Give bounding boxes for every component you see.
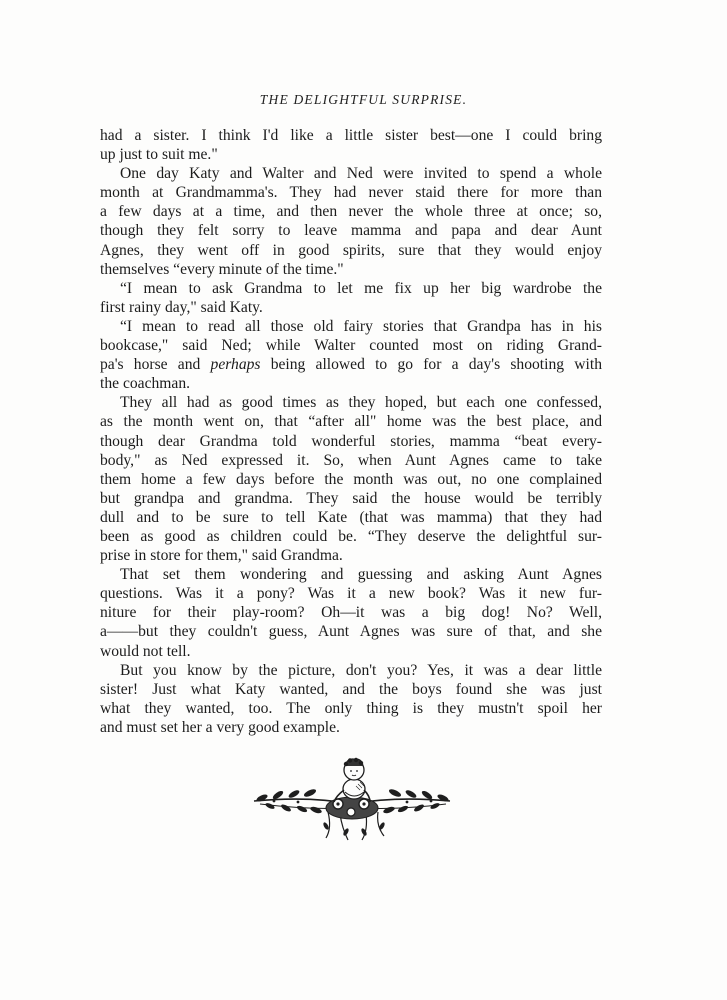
text-line: first rainy day," said Katy. [100, 298, 263, 316]
text-line: One day Katy and Walter and Ned were invited to spend a whole [120, 165, 602, 183]
text-line: though dear Grandma told wonderful stories, mamma “beat every- [100, 432, 602, 450]
text-line: “I mean to read all those old fairy stories that Grandpa has in his [120, 317, 602, 335]
text-fragment: pa's horse and [100, 356, 211, 374]
text-line: and must set her a very good example. [100, 718, 340, 736]
text-line: bookcase," said Ned; while Walter counted most on riding Grand- [100, 337, 602, 355]
cherub-vignette-icon [250, 752, 455, 844]
text-line: the coachman. [100, 375, 191, 393]
text-line: them home a few days before the month was out, no one complained [100, 470, 602, 488]
text-line: dull and to be sure to tell Kate (that was mamma) that they had [100, 508, 602, 526]
running-head: THE DELIGHTFUL SURPRISE. [259, 92, 468, 107]
text-line: prise in store for them," said Grandma. [100, 547, 343, 565]
text-line: would not tell. [100, 642, 191, 660]
text-line: though they felt sorry to leave mamma and papa and dear Aunt [100, 222, 602, 240]
text-line: up just to suit me." [100, 146, 218, 164]
text-line: a——but they couldn't guess, Aunt Agnes was sure of that, and she [100, 623, 602, 641]
text-line: body," as Ned expressed it. So, when Aunt Agnes came to take [100, 451, 602, 469]
text-line: Agnes, they went off in good spirits, sure that they would enjoy [100, 241, 602, 259]
text-line: what they wanted, too. The only thing is they mustn't spoil her [100, 699, 602, 717]
text-line: questions. Was it a pony? Was it a new book? Was it new fur- [100, 585, 602, 603]
text-line: sister! Just what Katy wanted, and the boys found she was just [100, 680, 602, 698]
text-line-with-italic [100, 355, 602, 374]
text-line: month at Grandmamma's. They had never staid there for more than [100, 184, 602, 202]
text-line: a few days at a time, and then never the whole three at once; so, [100, 203, 602, 221]
body-text [100, 126, 602, 737]
text-line: They all had as good times as they hoped, but each one confessed, [120, 394, 602, 412]
text-line: But you know by the picture, don't you? Yes, it was a dear little [120, 661, 602, 679]
text-line: as the month went on, that “after all" home was the best place, and [100, 413, 602, 431]
text-line: but grandpa and grandma. They said the house would be terribly [100, 489, 602, 507]
text-line: niture for their play-room? Oh—it was a big dog! No? Well, [100, 604, 602, 622]
text-line: That set them wondering and guessing and asking Aunt Agnes [120, 566, 602, 584]
text-line: “I mean to ask Grandma to let me fix up her big wardrobe the [120, 279, 602, 297]
italic-word: perhaps [210, 356, 261, 374]
text-line: themselves “every minute of the time." [100, 260, 344, 278]
text-fragment: being allowed to go for a day's shooting with [260, 356, 602, 374]
text-line: been as good as children could be. “They deserve the delightful sur- [100, 527, 602, 545]
text-line: had a sister. I think I'd like a little sister best—one I could bring [100, 127, 602, 144]
